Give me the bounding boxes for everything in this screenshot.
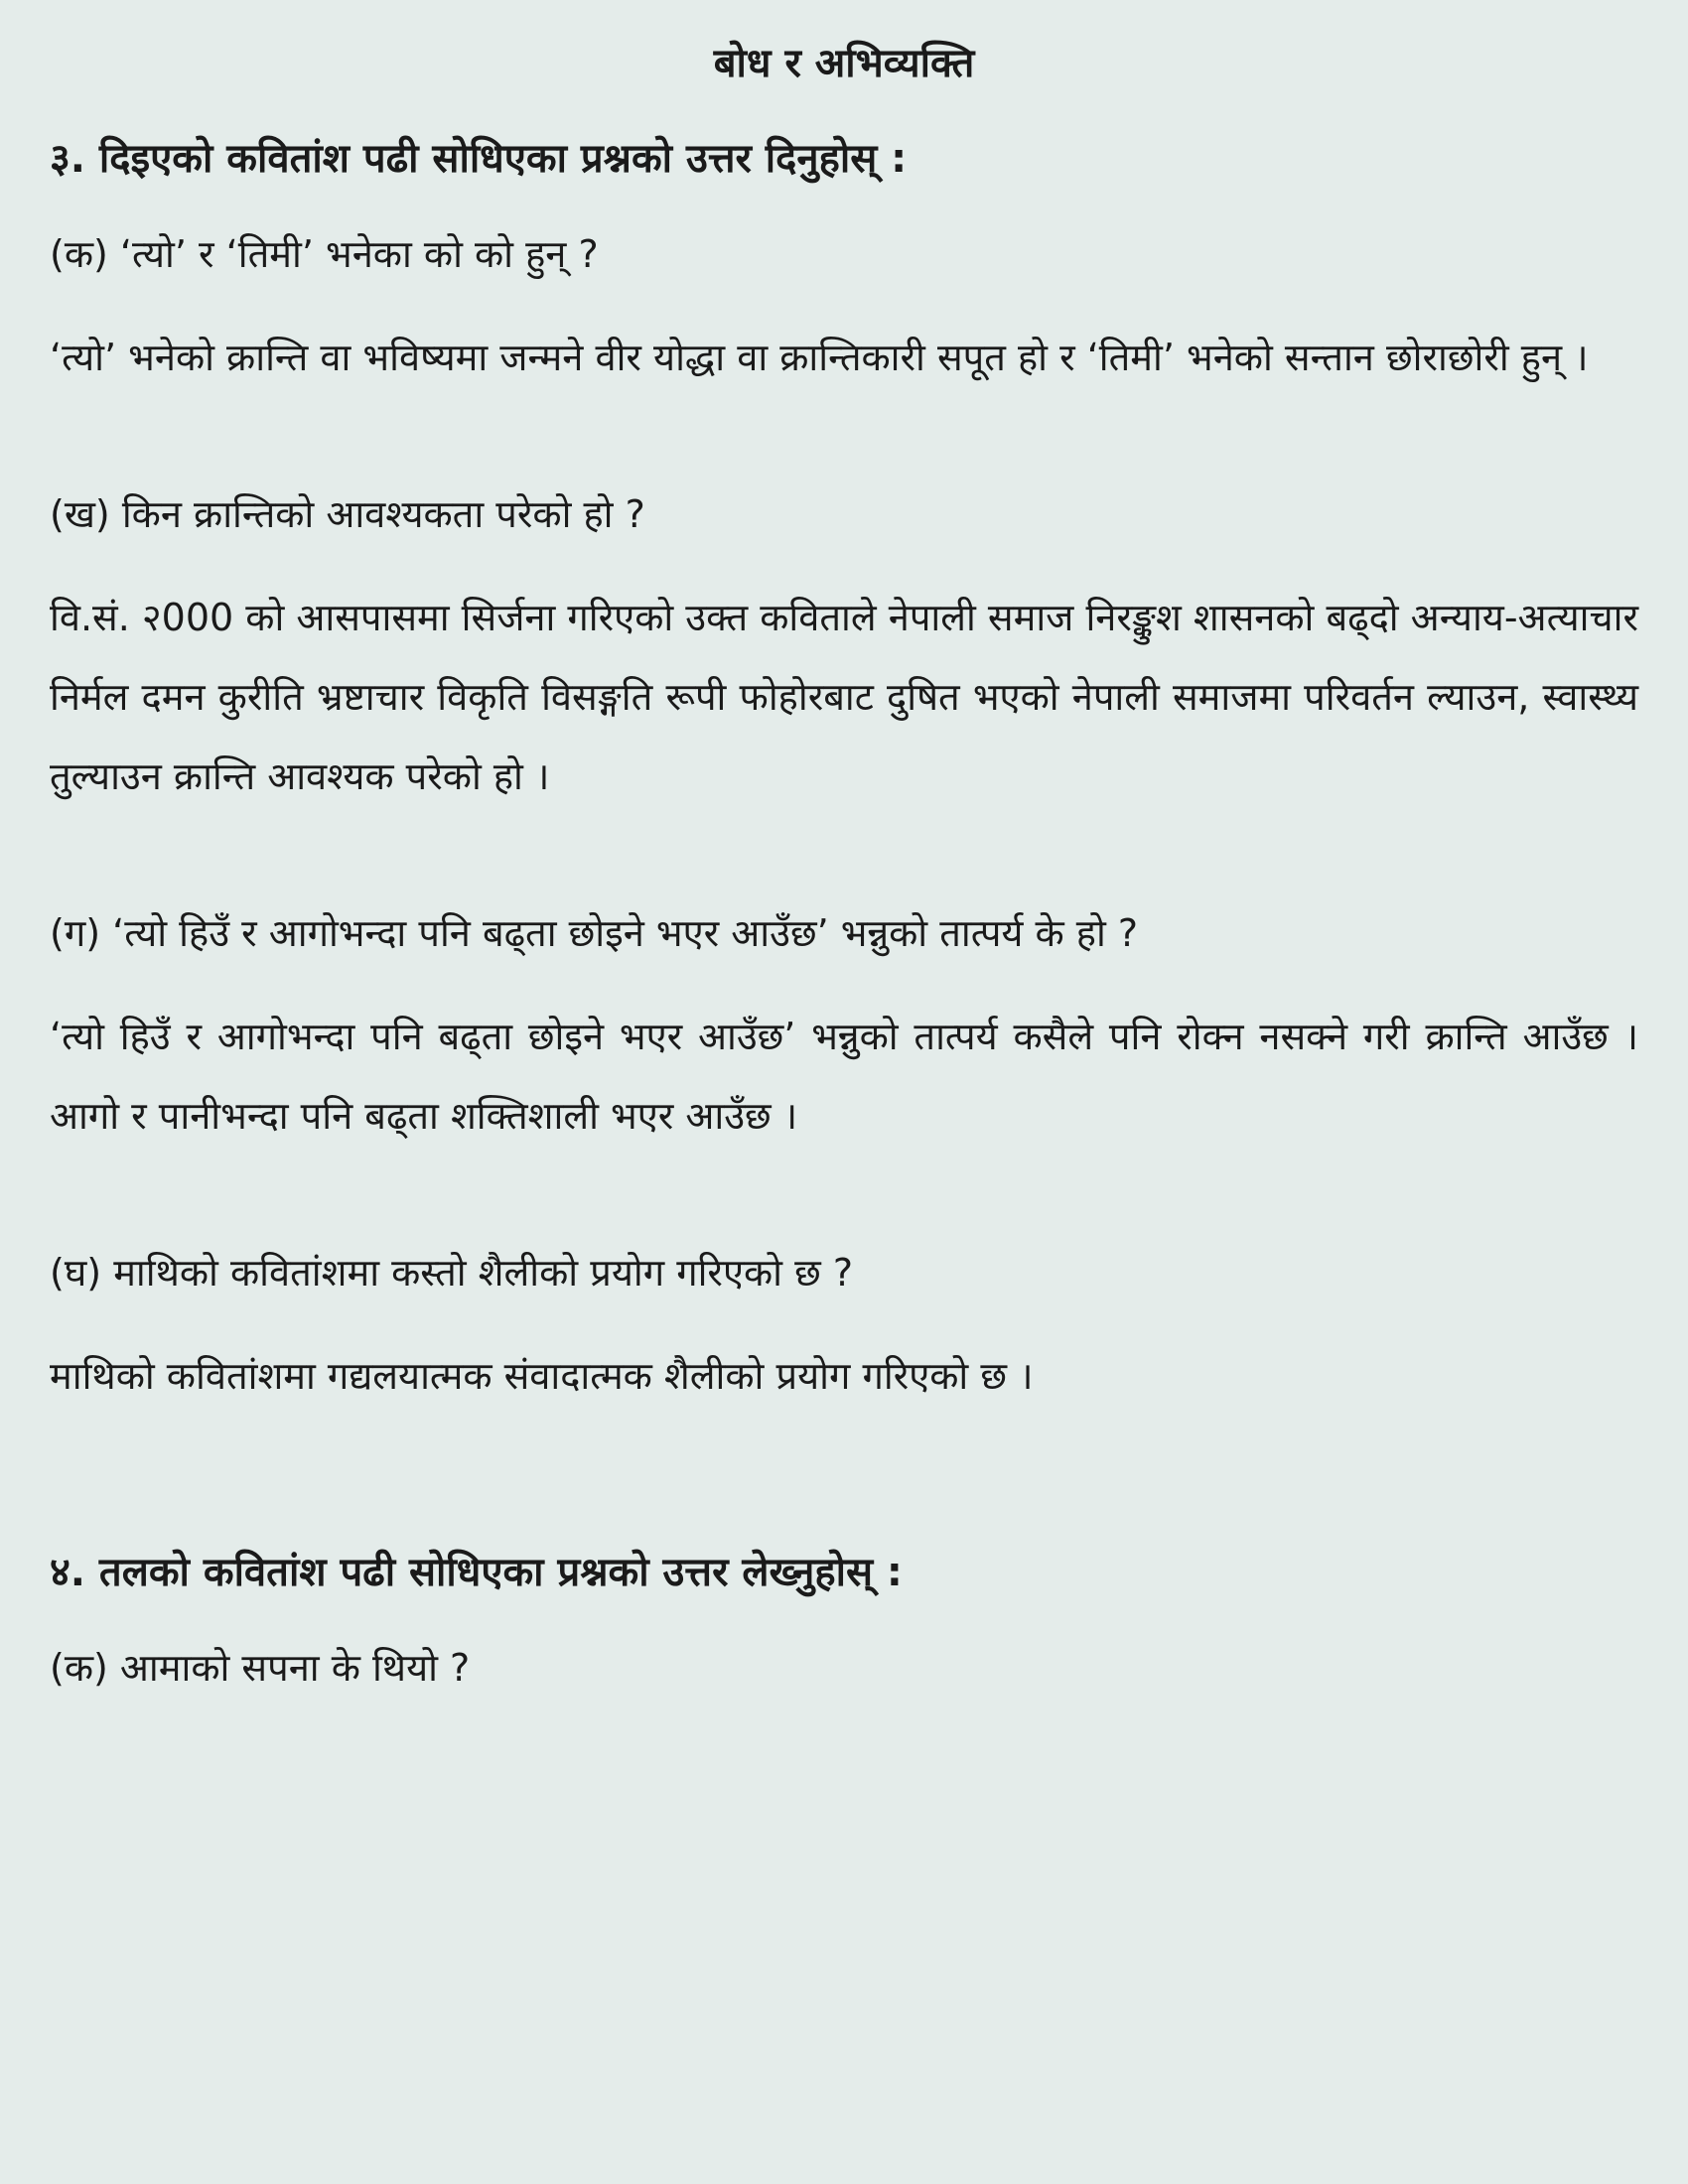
answer-3a: ‘त्यो’ भनेको क्रान्ति वा भविष्यमा जन्मने वीर योद्धा वा क्रान्तिकारी सपूत हो र ‘तिमी’ भनेको सन्तान छोराछोरी हुन् । — [50, 336, 1589, 379]
answer-3d: माथिको कवितांशमा गद्यलयात्मक संवादात्मक शैलीको प्रयोग गरिएको छ । — [50, 1354, 1034, 1398]
section-4-heading: ४. तलको कवितांश पढी सोधिएका प्रश्नको उत्तर लेख्नुहोस् : — [50, 1550, 903, 1595]
qa-block-3b — [50, 486, 1638, 816]
section-3-heading: ३. दिइएको कवितांश पढी सोधिएका प्रश्नको उत्तर दिनुहोस् : — [50, 136, 908, 182]
qa-block-3d — [50, 1245, 1638, 1416]
question-4a: (क) आमाको सपना के थियो ? — [50, 1646, 471, 1690]
answer-3b: वि.सं. २000 को आसपासमा सिर्जना गरिएको उक्त कविताले नेपाली समाज निरङ्कुश शासनको बढ्दो अन्याय-अत्याचार निर्मल दमन कुरीति भ्रष्टाचार विकृति विसङ्गति रूपी फोहोरबाट दुषित भएको नेपाली समाजमा परिवर्तन ल्याउन, स्वास्थ्य तुल्याउन क्रान्ति आवश्यक परेको हो । — [50, 596, 1638, 798]
qa-block-3a — [50, 226, 1638, 397]
question-3d: (घ) माथिको कवितांशमा कस्तो शैलीको प्रयोग गरिएको छ ? — [50, 1251, 853, 1295]
question-3b: (ख) किन क्रान्तिको आवश्यकता परेको हो ? — [50, 492, 645, 536]
question-3a: (क) ‘त्यो’ र ‘तिमी’ भनेका को को हुन् ? — [50, 232, 599, 276]
qa-block-3c — [50, 905, 1638, 1156]
question-3c: (ग) ‘त्यो हिउँ र आगोभन्दा पनि बढ्ता छोइने भएर आउँछ’ भन्नुको तात्पर्य के हो ? — [50, 911, 1139, 955]
answer-3c: ‘त्यो हिउँ र आगोभन्दा पनि बढ्ता छोइने भएर आउँछ’ भन्नुको तात्पर्य कसैले पनि रोक्न नसक्ने गरी क्रान्ति आउँछ । आगो र पानीभन्दा पनि बढ्ता शक्तिशाली भएर आउँछ । — [50, 1015, 1638, 1138]
document-title: बोध र अभिव्यक्ति — [713, 41, 975, 86]
